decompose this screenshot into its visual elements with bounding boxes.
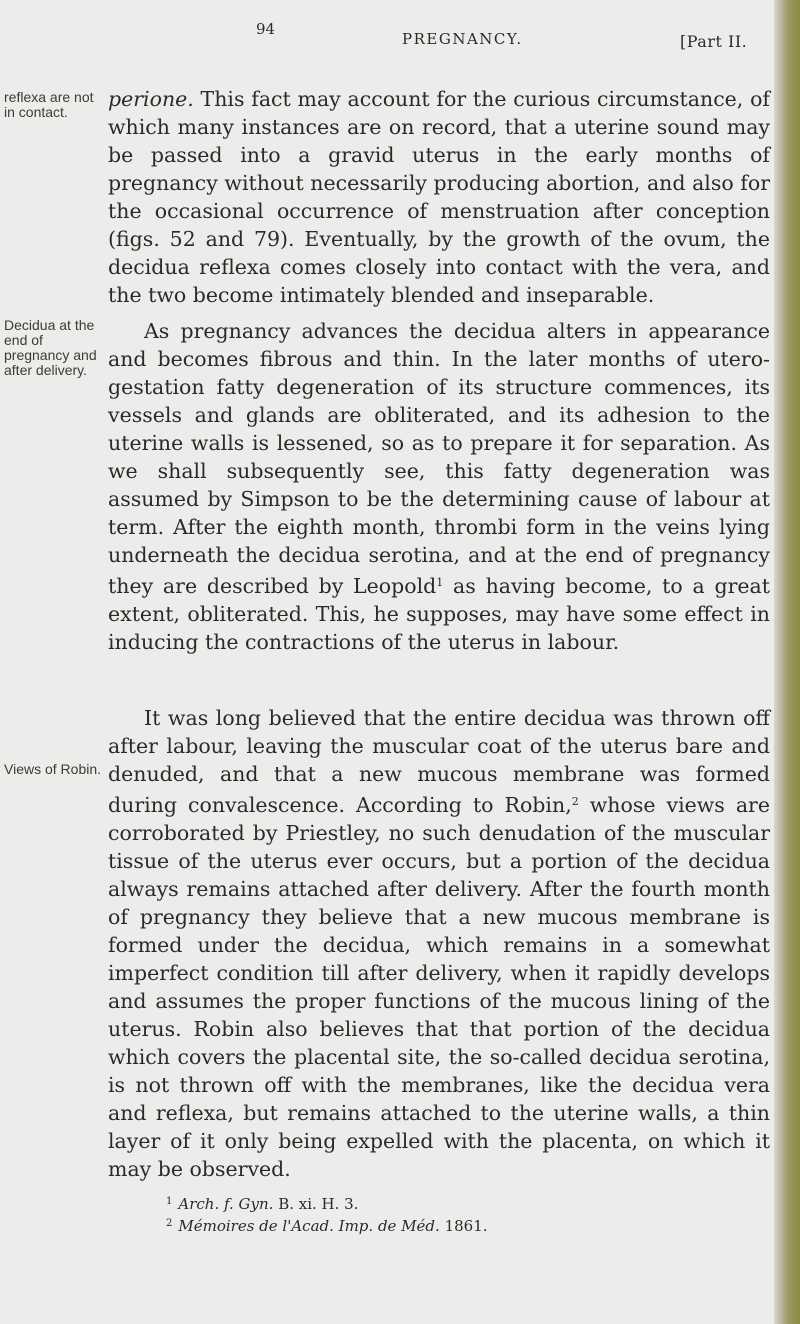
- book-spine-edge: [774, 0, 800, 1324]
- footnote-title: Arch. f. Gyn.: [178, 1195, 274, 1213]
- margin-note-robin: Views of Robin.: [4, 761, 102, 777]
- paragraph-3-text-b: whose views are corroborated by Priestley, no such denudation of the muscular tissue of the uterus ever occurs, but a portion of the decidua always remains attached after delivery. After the fourth month of pregnancy they believe that a new mucous membrane is formed under the decidua, which remains in a somewhat imperfect condition till after delivery, when it rapidly develops and assumes the proper functions of the mucous lining of the uterus. Robin also believes that that portion of the decidua which covers the placental site, the so-called decidua serotina, is not thrown off with the membranes, like the decidua vera and reflexa, but remains attached to the uterine walls, a thin layer of it only being expelled with the placenta, on which it may be observed.: [108, 793, 770, 1181]
- running-head: PREGNANCY.: [402, 30, 523, 48]
- paragraph-2: [108, 317, 770, 656]
- footnote-rest: B. xi. H. 3.: [273, 1195, 359, 1213]
- paragraph-3: [108, 704, 770, 1183]
- footnote-mark: 2: [166, 1218, 173, 1229]
- italic-word: perione.: [108, 87, 194, 111]
- paragraph-2-text-b: as having become, to a great extent, obliterated. This, he supposes, may have some effect in inducing the contractions of the uterus in labour.: [108, 574, 770, 654]
- footnote-ref-1[interactable]: 1: [436, 576, 444, 589]
- paragraph-3-text-a: It was long believed that the entire decidua was thrown off after labour, leaving the muscular coat of the uterus bare and denuded, and that a new mucous membrane was formed during convalescence. According to Robin,: [108, 706, 770, 817]
- paragraph-1: [108, 85, 770, 309]
- footnote-2: [166, 1214, 726, 1236]
- footnote-mark: 1: [166, 1196, 173, 1207]
- part-label: [Part II.: [680, 32, 748, 51]
- paragraph-1-text: This fact may account for the curious circumstance, of which many instances are on record, that a uterine sound may be passed into a gravid uterus in the early months of pregnancy without necessarily producing abortion, and also for the occasional occurrence of menstruation after conception (figs. 52 and 79). Eventually, by the growth of the ovum, the decidua reflexa comes closely into contact with the vera, and the two become intimately blended and inseparable.: [108, 87, 770, 307]
- footnote-1: [166, 1192, 726, 1214]
- footnote-title: Mémoires de l'Acad. Imp. de Méd.: [178, 1217, 440, 1235]
- paragraph-2-text-a: As pregnancy advances the decidua alters in appearance and becomes fibrous and thin. In the later months of utero-gestation fatty degeneration of its structure commences, its vessels and glands are obliterated, and its adhesion to the uterine walls is lessened, so as to prepare it for separation. As we shall subsequently see, this fatty degeneration was assumed by Simpson to be the determining cause of labour at term. After the eighth month, thrombi form in the veins lying underneath the decidua serotina, and at the end of pregnancy they are described by Leopold: [108, 319, 770, 598]
- page-number: 94: [256, 20, 276, 38]
- footnote-rest: 1861.: [439, 1217, 488, 1235]
- footnotes: [166, 1192, 726, 1236]
- page-header: [0, 8, 800, 51]
- footnote-ref-2[interactable]: 2: [571, 795, 579, 808]
- margin-note-decidua: Decidua at the end of pregnancy and after delivery.: [4, 317, 97, 378]
- margin-note-reflexa: reflexa are not in contact.: [4, 89, 94, 120]
